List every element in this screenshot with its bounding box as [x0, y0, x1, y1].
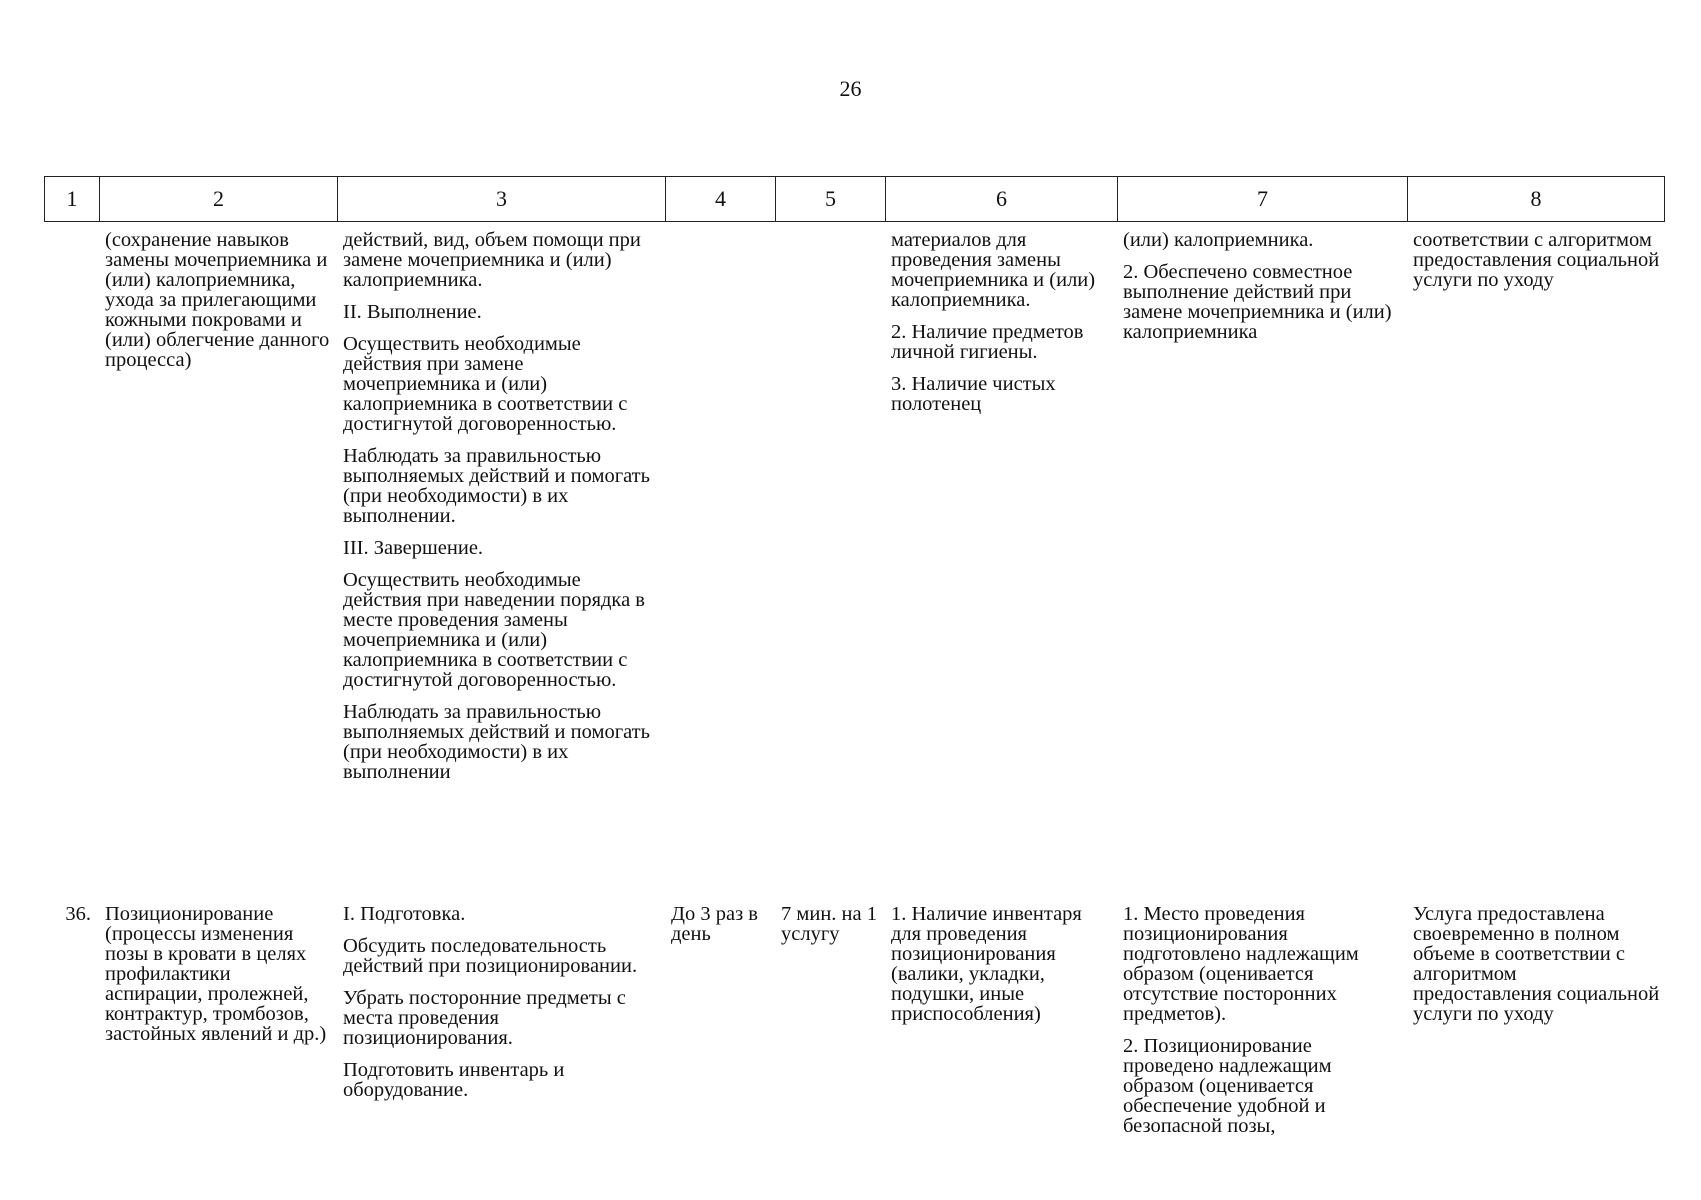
cell-paragraph: 1. Наличие инвентаря для проведения позиционирования (валики, укладки, подушки, иные приспособления): [891, 903, 1082, 1025]
cell-paragraph: соответствии с алгоритмом предоставления социальной услуги по уходу: [1413, 229, 1660, 291]
cell-result-assessment: [1407, 230, 1664, 290]
cell-paragraph: 2. Позиционирование проведено надлежащим образом (оценивается обеспечение удобной и безопасной позы,: [1123, 1035, 1332, 1137]
cell-paragraph: Подготовить инвентарь и оборудование.: [343, 1059, 565, 1101]
cell-service-name: [99, 230, 337, 370]
column-header-8: 8: [1408, 177, 1665, 222]
cell-paragraph: материалов для проведения замены мочеприемника и (или) калоприемника.: [891, 229, 1096, 311]
cell-service-name: [99, 904, 337, 1044]
cell-paragraph: 2. Наличие предметов личной гигиены.: [891, 321, 1084, 363]
page-number: 26: [839, 76, 862, 101]
cell-result-assessment: [1407, 904, 1664, 1024]
cell-resources: [885, 904, 1117, 1024]
cell-frequency: [665, 904, 775, 944]
cell-paragraph: действий, вид, объем помощи при замене мочеприемника и (или) калоприемника.: [343, 229, 641, 291]
cell-paragraph: Осуществить необходимые действия при наведении порядка в месте проведения замены мочеприемника и (или) калоприемника в соответствии с достигнутой договоренностью.: [343, 569, 645, 691]
column-header-6: 6: [886, 177, 1118, 222]
cell-paragraph: 1. Место проведения позиционирования подготовлено надлежащим образом (оценивается отсутствие посторонних предметов).: [1123, 903, 1359, 1025]
cell-paragraph: Осуществить необходимые действия при замене мочеприемника и (или) калоприемника в соответствии с достигнутой договоренностью.: [343, 333, 628, 435]
cell-paragraph: Позиционирование (процессы изменения позы в кровати в целях профилактики аспирации, пролежней, контрактур, тромбозов, застойных явлений и др.): [105, 903, 327, 1045]
table-header: [44, 176, 1665, 222]
header-row: [45, 177, 1665, 222]
cell-procedure: [337, 904, 665, 1100]
cell-quality-criteria: [1117, 230, 1407, 342]
column-header-3: 3: [338, 177, 666, 222]
cell-paragraph: Наблюдать за правильностью выполняемых действий и помогать (при необходимости) в их выполнении.: [343, 445, 650, 527]
cell-paragraph: 36.: [65, 903, 91, 925]
cell-paragraph: До 3 раз в день: [671, 903, 758, 945]
cell-number: [44, 904, 99, 924]
cell-paragraph: 2. Обеспечено совместное выполнение действий при замене мочеприемника и (или) калоприемника: [1123, 261, 1392, 343]
cell-paragraph: II. Выполнение.: [343, 301, 482, 323]
cell-paragraph: Услуга предоставлена своевременно в полном объеме в соответствии с алгоритмом предоставления социальной услуги по уходу: [1413, 903, 1660, 1025]
cell-paragraph: 7 мин. на 1 услугу: [781, 903, 877, 945]
cell-procedure: [337, 230, 665, 782]
cell-paragraph: Убрать посторонние предметы с места проведения позиционирования.: [343, 987, 626, 1049]
cell-paragraph: III. Завершение.: [343, 537, 484, 559]
cell-paragraph: (или) калоприемника.: [1123, 229, 1314, 251]
column-header-5: 5: [776, 177, 886, 222]
column-header-7: 7: [1118, 177, 1408, 222]
cell-resources: [885, 230, 1117, 414]
cell-duration: [775, 904, 885, 944]
cell-paragraph: I. Подготовка.: [343, 903, 466, 925]
column-header-1: 1: [45, 177, 100, 222]
cell-paragraph: 3. Наличие чистых полотенец: [891, 373, 1056, 415]
cell-paragraph: Обсудить последовательность действий при позиционировании.: [343, 935, 638, 977]
column-header-4: 4: [666, 177, 776, 222]
cell-paragraph: (сохранение навыков замены мочеприемника и (или) калоприемника, ухода за прилегающими кожными покровами и (или) облегчение данного процесса): [105, 229, 330, 371]
column-header-2: 2: [100, 177, 338, 222]
cell-quality-criteria: [1117, 904, 1407, 1136]
cell-paragraph: Наблюдать за правильностью выполняемых действий и помогать (при необходимости) в их выполнении: [343, 701, 650, 783]
